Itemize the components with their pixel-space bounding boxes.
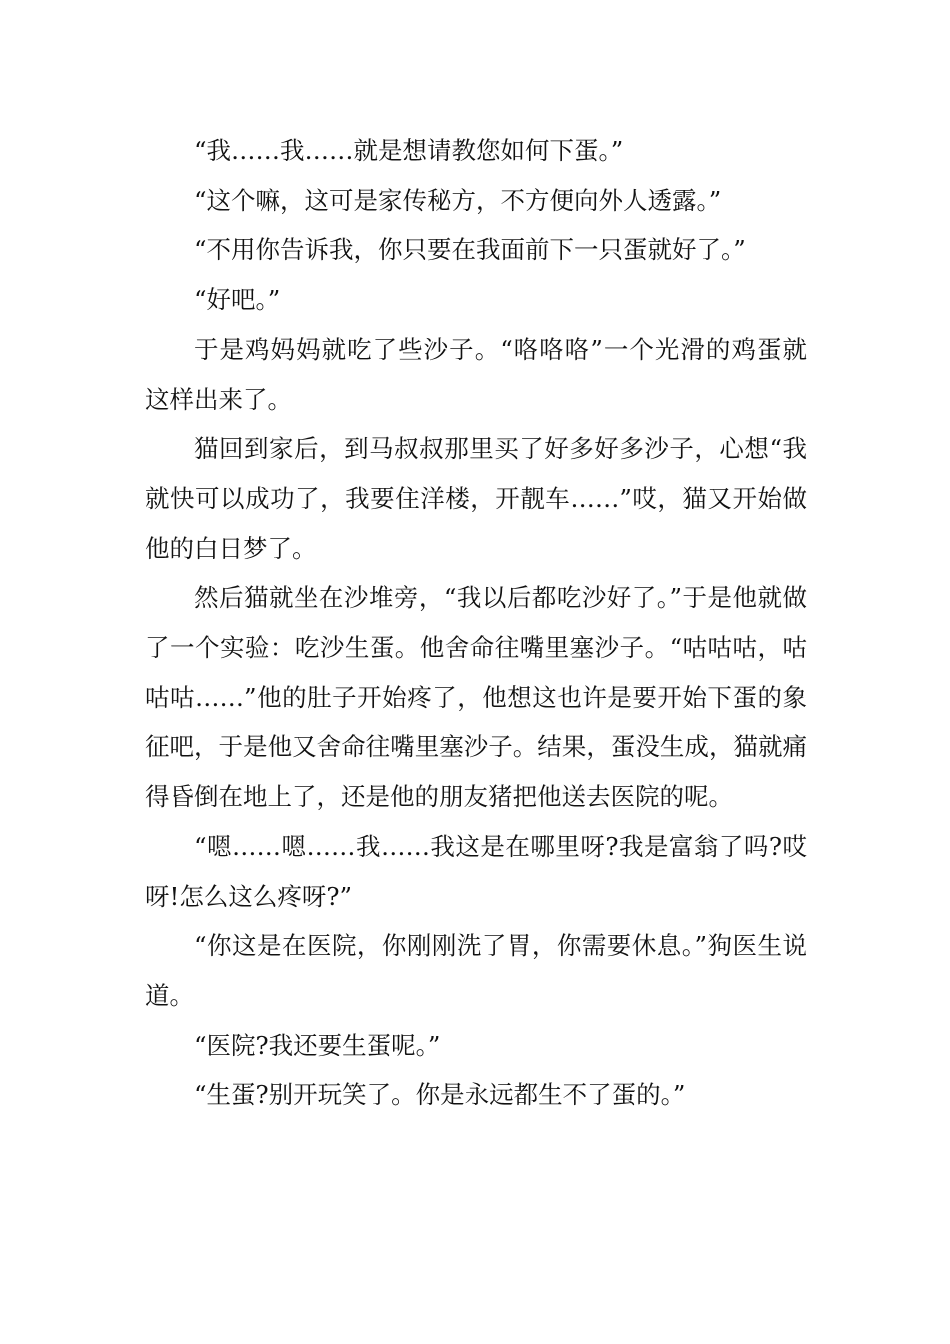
paragraph-8: “嗯……嗯……我……我这是在哪里呀?我是富翁了吗?哎呀!怎么这么疼呀?” — [145, 831, 807, 911]
paragraph-9: “你这是在医院，你刚刚洗了胃，你需要休息。”狗医生说道。 — [145, 931, 807, 1010]
body-text — [145, 126, 807, 1120]
paragraph-3: “不用你告诉我，你只要在我面前下一只蛋就好了。” — [194, 235, 746, 265]
paragraph-5: 于是鸡妈妈就吃了些沙子。“咯咯咯”一个光滑的鸡蛋就这样出来了。 — [145, 334, 807, 414]
paragraph-4: “好吧。” — [194, 285, 281, 315]
paragraph-7: 然后猫就坐在沙堆旁，“我以后都吃沙好了。”于是他就做了一个实验：吃沙生蛋。他舍命往嘴里塞沙子。“咕咕咕，咕咕咕……”他的肚子开始疼了，他想这也许是要开始下蛋的象征吧，于是他又舍命往嘴里塞沙子。结果，蛋没生成，猫就痛得昏倒在地上了，还是他的朋友猪把他送去医院的呢。 — [145, 583, 807, 812]
paragraph-10: “医院?我还要生蛋呢。” — [194, 1030, 441, 1060]
paragraph-11: “生蛋?别开玩笑了。你是永远都生不了蛋的。” — [194, 1080, 686, 1110]
paragraph-6: 猫回到家后，到马叔叔那里买了好多好多沙子，心想“我就快可以成功了，我要住洋楼，开靓车……”哎，猫又开始做他的白日梦了。 — [145, 434, 807, 563]
paragraph-2: “这个嘛，这可是家传秘方，不方便向外人透露。” — [194, 185, 722, 215]
paragraph-1: “我……我……就是想请教您如何下蛋。” — [194, 136, 624, 165]
